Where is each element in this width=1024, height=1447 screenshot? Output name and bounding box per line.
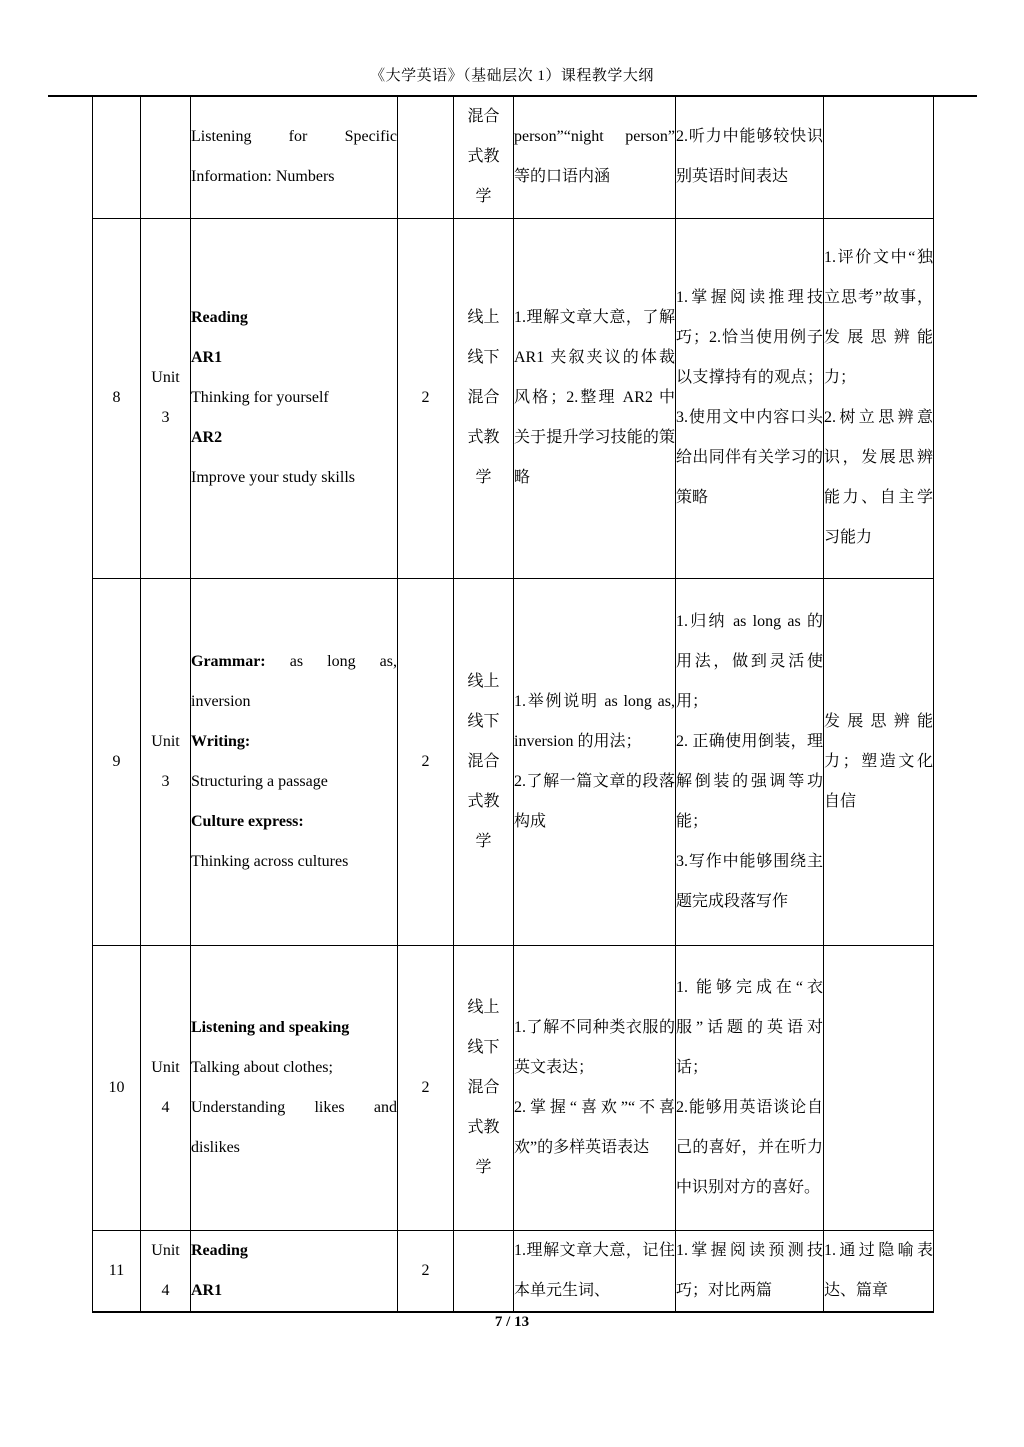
paragraph: 1.举例说明 as long as, inversion 的用法； [514, 692, 675, 750]
paragraph: Reading [191, 309, 248, 326]
paragraph: Thinking for yourself [191, 389, 329, 406]
paragraph: AR1 [191, 349, 223, 366]
cell-method [454, 945, 514, 1230]
paragraph: Writing: [191, 732, 251, 750]
syllabus-table [92, 97, 934, 1313]
cell-literacy-objectives [824, 945, 934, 1230]
method-label: 线上线下混合式教学 [467, 672, 500, 850]
paragraph: 2.树立思辨意识，发展思辨能力、自主学习能力 [824, 409, 933, 546]
paragraph: AR2 [191, 429, 223, 446]
page-number: 7 / 13 [494, 1314, 530, 1330]
table-row [93, 218, 934, 578]
cell-requirements [514, 1230, 676, 1312]
paragraph: 2.了解一篇文章的段落构成 [514, 772, 675, 830]
cell-method [454, 97, 514, 218]
cell-literacy-objectives [824, 97, 934, 218]
paragraph: Understanding likes and dislikes [191, 1098, 397, 1156]
cell-requirements [514, 945, 676, 1230]
paragraph: 3.写作中能够围绕主题完成段落写作 [676, 852, 823, 910]
cell-method [454, 1230, 514, 1312]
paragraph: 1.归纳 as long as 的用法，做到灵活使用； [676, 612, 823, 710]
method-label: 线上线下混合式教学 [467, 309, 500, 486]
paragraph: AR1 [191, 1281, 223, 1299]
cell-unit [141, 218, 191, 578]
paragraph: 2.听力中能够较快识别英语时间表达 [676, 128, 823, 186]
cell-objectives [676, 97, 824, 218]
paragraph: Reading [191, 1241, 248, 1259]
cell-literacy-objectives [824, 218, 934, 578]
cell-method [454, 218, 514, 578]
cell-method [454, 578, 514, 945]
cell-literacy-objectives [824, 1230, 934, 1312]
paragraph: 2. 正确使用倒装，理解倒装的强调等功能； [676, 732, 823, 830]
paragraph: 1. 能够完成在“衣服”话题的英语对话； [676, 978, 823, 1076]
cell-content [191, 945, 398, 1230]
cell-content [191, 218, 398, 578]
paragraph: Thinking across cultures [191, 852, 349, 870]
cell-week [93, 97, 141, 218]
table-row [93, 578, 934, 945]
paragraph: 2.能够用英语谈论自己的喜好，并在听力中识别对方的喜好。 [676, 1098, 823, 1196]
cell-unit [141, 578, 191, 945]
cell-unit [141, 97, 191, 218]
paragraph: 1.理解文章大意，记住本单元生词、 [514, 1241, 675, 1299]
cell-content [191, 1230, 398, 1312]
paragraph: 2.掌握“喜欢”“不喜欢”的多样英语表达 [514, 1098, 675, 1156]
cell-unit [141, 1230, 191, 1312]
table-row [93, 97, 934, 218]
paragraph: Listening and speaking [191, 1018, 350, 1036]
unit-label: Unit 4 [151, 1058, 180, 1116]
paragraph: 1.理解文章大意，了解 AR1 夹叙夹议的体裁风格；2.整理 AR2 中关于提升学习技能的策略 [514, 309, 675, 486]
unit-label: Unit 3 [151, 369, 180, 426]
method-label: 混合式教学 [467, 108, 500, 206]
paragraph: 1.掌握阅读预测技巧；对比两篇 [676, 1241, 823, 1299]
cell-literacy-objectives [824, 578, 934, 945]
paragraph: Listening for Specific Information: Numbers [191, 128, 397, 186]
cell-objectives [676, 1230, 824, 1312]
cell-hours: 2 [398, 1230, 454, 1312]
unit-label: Unit 4 [151, 1241, 180, 1299]
table-row [93, 945, 934, 1230]
page-title: 《大学英语》（基础层次 1）课程教学大纲 [370, 68, 654, 84]
method-label: 线上线下混合式教学 [467, 998, 500, 1176]
cell-hours: 2 [398, 218, 454, 578]
paragraph: 1.通过隐喻表达、篇章 [824, 1241, 933, 1299]
cell-objectives [676, 578, 824, 945]
paragraph: 发展思辨能力；塑造文化自信 [824, 712, 933, 810]
cell-week: 8 [93, 218, 141, 578]
paragraph: person”“night person” 等的口语内涵 [514, 128, 675, 186]
paragraph: 1.掌握阅读推理技巧；2.恰当使用例子以支撑持有的观点；3.使用文中内容口头给出同伴有关学习的策略 [676, 289, 823, 506]
paragraph: Talking about clothes; [191, 1058, 333, 1076]
cell-week: 10 [93, 945, 141, 1230]
paragraph: Culture express: [191, 812, 304, 830]
cell-week: 9 [93, 578, 141, 945]
cell-requirements [514, 218, 676, 578]
cell-hours [398, 97, 454, 218]
cell-hours: 2 [398, 578, 454, 945]
cell-unit [141, 945, 191, 1230]
paragraph: 1.评价文中“独立思考”故事，发展思辨能力； [824, 249, 933, 386]
unit-label: Unit 3 [151, 732, 180, 790]
cell-hours: 2 [398, 945, 454, 1230]
paragraph: Improve your study skills [191, 469, 355, 486]
cell-requirements [514, 578, 676, 945]
cell-requirements [514, 97, 676, 218]
cell-content [191, 578, 398, 945]
table-row [93, 1230, 934, 1312]
cell-week: 11 [93, 1230, 141, 1312]
paragraph: Structuring a passage [191, 772, 328, 790]
cell-content [191, 97, 398, 218]
cell-objectives [676, 945, 824, 1230]
paragraph: Grammar: as long as, inversion [191, 652, 397, 710]
paragraph: 1.了解不同种类衣服的英文表达； [514, 1018, 675, 1076]
cell-objectives [676, 218, 824, 578]
